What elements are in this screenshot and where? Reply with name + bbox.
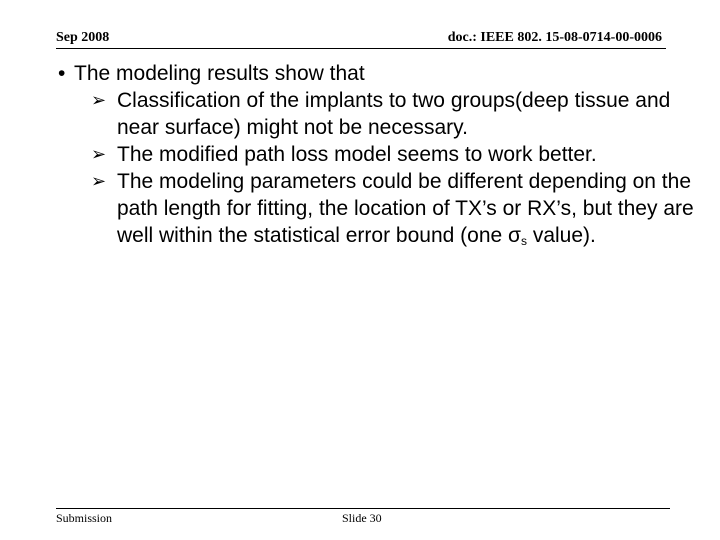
arrow-bullet-icon: ➢ xyxy=(91,144,107,164)
sub-bullet-text: The modified path loss model seems to work better. xyxy=(117,143,597,166)
sub-bullet-3-tail: value). xyxy=(526,224,596,247)
main-bullet xyxy=(58,60,698,87)
sigma-subscript: s xyxy=(520,234,527,248)
arrow-bullet-icon: ➢ xyxy=(91,171,107,191)
sub-bullet-list xyxy=(58,87,698,255)
footer-slide-number: Slide 30 xyxy=(342,511,382,525)
slide-header xyxy=(56,30,666,49)
sub-bullet-3 xyxy=(91,168,698,255)
main-bullet-text: The modeling results show that xyxy=(74,62,365,85)
footer-submission: Submission xyxy=(56,511,113,525)
arrow-bullet-icon: ➢ xyxy=(91,90,107,110)
header-doc-id: doc.: IEEE 802. 15-08-0714-00-0006 xyxy=(447,30,662,45)
slide-content xyxy=(58,60,698,255)
sub-bullet-2 xyxy=(91,141,698,168)
bullet-dot-icon: • xyxy=(58,62,66,85)
sub-bullet-1 xyxy=(91,87,698,141)
sub-bullet-text: Classification of the implants to two groups(deep tissue and near surface) might not be necessary. xyxy=(117,89,671,139)
sub-bullet-3-main: The modeling parameters could be different depending on the path length for fitting, the location of TX’s or RX’s, but they are well within the statistical error bound (one σ xyxy=(117,170,694,247)
slide-footer xyxy=(56,508,670,527)
header-date: Sep 2008 xyxy=(56,30,110,45)
sub-bullet-text xyxy=(117,168,698,255)
